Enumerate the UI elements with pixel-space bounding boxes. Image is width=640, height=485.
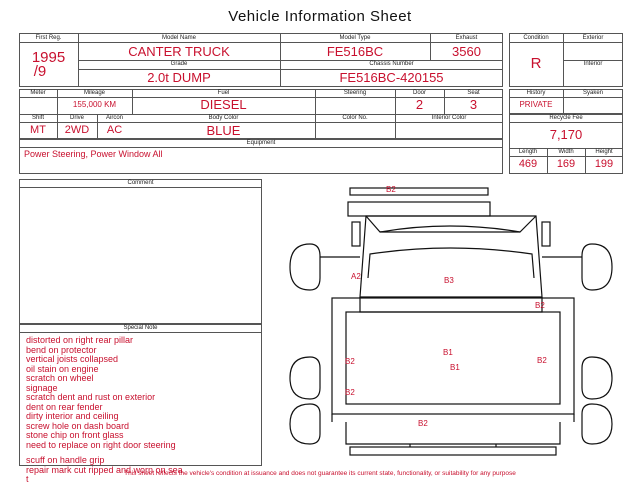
length-value: 469 (518, 158, 538, 170)
model-type-label: Model Type (339, 35, 371, 41)
note-item: oil stain on engine (26, 363, 99, 374)
comment-label: Comment (127, 180, 154, 186)
special-note-label: Special Note (123, 325, 158, 331)
first-reg-label: First Reg. (35, 35, 62, 41)
special-notes-list (26, 336, 183, 485)
equipment-label: Equipment (246, 140, 276, 146)
equipment-value: Power Steering, Power Window All (24, 149, 163, 159)
drive-value: 2WD (64, 124, 90, 136)
color-no-label: Color No. (342, 115, 368, 121)
right-front-wheel (582, 244, 612, 290)
right-rear-wheel-lower (582, 404, 612, 444)
right-rear-wheel-upper (582, 357, 612, 399)
mileage-value: 155,000 KM (72, 100, 117, 109)
grade-value: 2.0t DUMP (147, 70, 211, 85)
sheet-title: Vehicle Information Sheet (228, 8, 412, 25)
exhaust-value: 3560 (452, 44, 481, 59)
note-item: screw hole on dash board (26, 420, 130, 431)
height-label: Height (595, 149, 613, 155)
exterior-label: Exterior (582, 35, 604, 41)
history-label: History (526, 90, 546, 96)
fuel-label: Fuel (217, 90, 230, 96)
aircon-label: Aircon (105, 115, 123, 121)
chassis-number-label: Chassis Number (369, 61, 414, 67)
comment-box (19, 179, 262, 324)
first-reg-month: /9 (33, 63, 47, 80)
drive-label: Drive (69, 115, 84, 121)
damage-mark: B3 (444, 276, 454, 285)
damage-mark: A2 (351, 272, 361, 281)
damage-mark: B2 (537, 356, 547, 365)
left-rear-wheel-upper (290, 357, 320, 399)
left-rear-wheel-lower (290, 404, 320, 444)
width-label: Width (558, 149, 574, 155)
width-value: 169 (556, 158, 576, 170)
height-value: 199 (594, 158, 614, 170)
truck-damage-diagram (280, 182, 630, 470)
note-item: dent on rear fender (26, 401, 103, 412)
damage-mark: B1 (450, 363, 460, 372)
damage-mark: B2 (345, 357, 355, 366)
door-label: Door (412, 90, 426, 96)
interior-color-label: Interior Color (431, 115, 467, 121)
body-color-label: Body Color (208, 115, 239, 121)
chassis-number-value: FE516BC-420155 (339, 70, 444, 85)
note-item: t (26, 474, 29, 484)
note-item: scratch dent and rust on exterior (26, 392, 156, 402)
interior-label: Interior (583, 61, 603, 67)
damage-mark: B2 (535, 301, 545, 310)
front-grille-outline (348, 202, 490, 216)
note-item: bend on protector (26, 344, 97, 355)
steering-label: Steering (343, 90, 367, 96)
left-front-wheel (290, 244, 320, 290)
damage-mark: B1 (443, 348, 453, 357)
shift-value: MT (30, 124, 46, 136)
note-item: dirty interior and ceiling (26, 411, 119, 421)
door-value: 2 (415, 97, 424, 112)
damage-mark: B2 (345, 388, 355, 397)
condition-value: R (530, 55, 542, 72)
note-item: stone chip on front glass (26, 430, 124, 440)
rear-bumper-outline (350, 447, 556, 455)
damage-mark: B2 (386, 185, 396, 194)
front-bumper-outline (350, 188, 488, 195)
note-item: signage (26, 382, 58, 393)
seat-label: Seat (467, 90, 480, 96)
note-item: need to replace on right door steering (26, 439, 176, 450)
first-reg-year: 1995 (31, 49, 66, 66)
note-item: scratch on wheel (26, 373, 94, 383)
note-item: scuff on handle grip (26, 455, 105, 465)
body-color-value: BLUE (206, 123, 241, 138)
damage-mark: B2 (418, 419, 428, 428)
condition-label: Condition (523, 35, 549, 41)
recycle-fee-value: 7,170 (549, 127, 583, 142)
note-item: vertical joists collapsed (26, 354, 119, 364)
model-type-value: FE516BC (326, 44, 384, 59)
shift-label: Shift (31, 115, 44, 121)
seat-value: 3 (469, 97, 478, 112)
meter-label: Meter (30, 90, 46, 96)
recycle-fee-label: Recycle Fee (549, 115, 583, 121)
note-item: repair mark cut ripped and worn on sea (26, 464, 183, 475)
history-value: PRIVATE (519, 100, 553, 109)
syaken-label: Syaken (582, 90, 603, 96)
note-item: distorted on right rear pillar (26, 335, 134, 345)
exhaust-label: Exhaust (455, 35, 478, 41)
length-label: Length (518, 149, 538, 155)
aircon-value: AC (106, 124, 123, 136)
fuel-value: DIESEL (200, 97, 247, 112)
footer-disclaimer: This sheet reflects the vehicle's condition at issuance and does not guarantee its current state, functionality, or suitability for any purpose (124, 470, 516, 477)
mileage-label: Mileage (83, 90, 105, 96)
grade-label: Grade (170, 61, 188, 67)
model-name-label: Model Name (161, 35, 196, 41)
model-name-value: CANTER TRUCK (128, 44, 230, 59)
